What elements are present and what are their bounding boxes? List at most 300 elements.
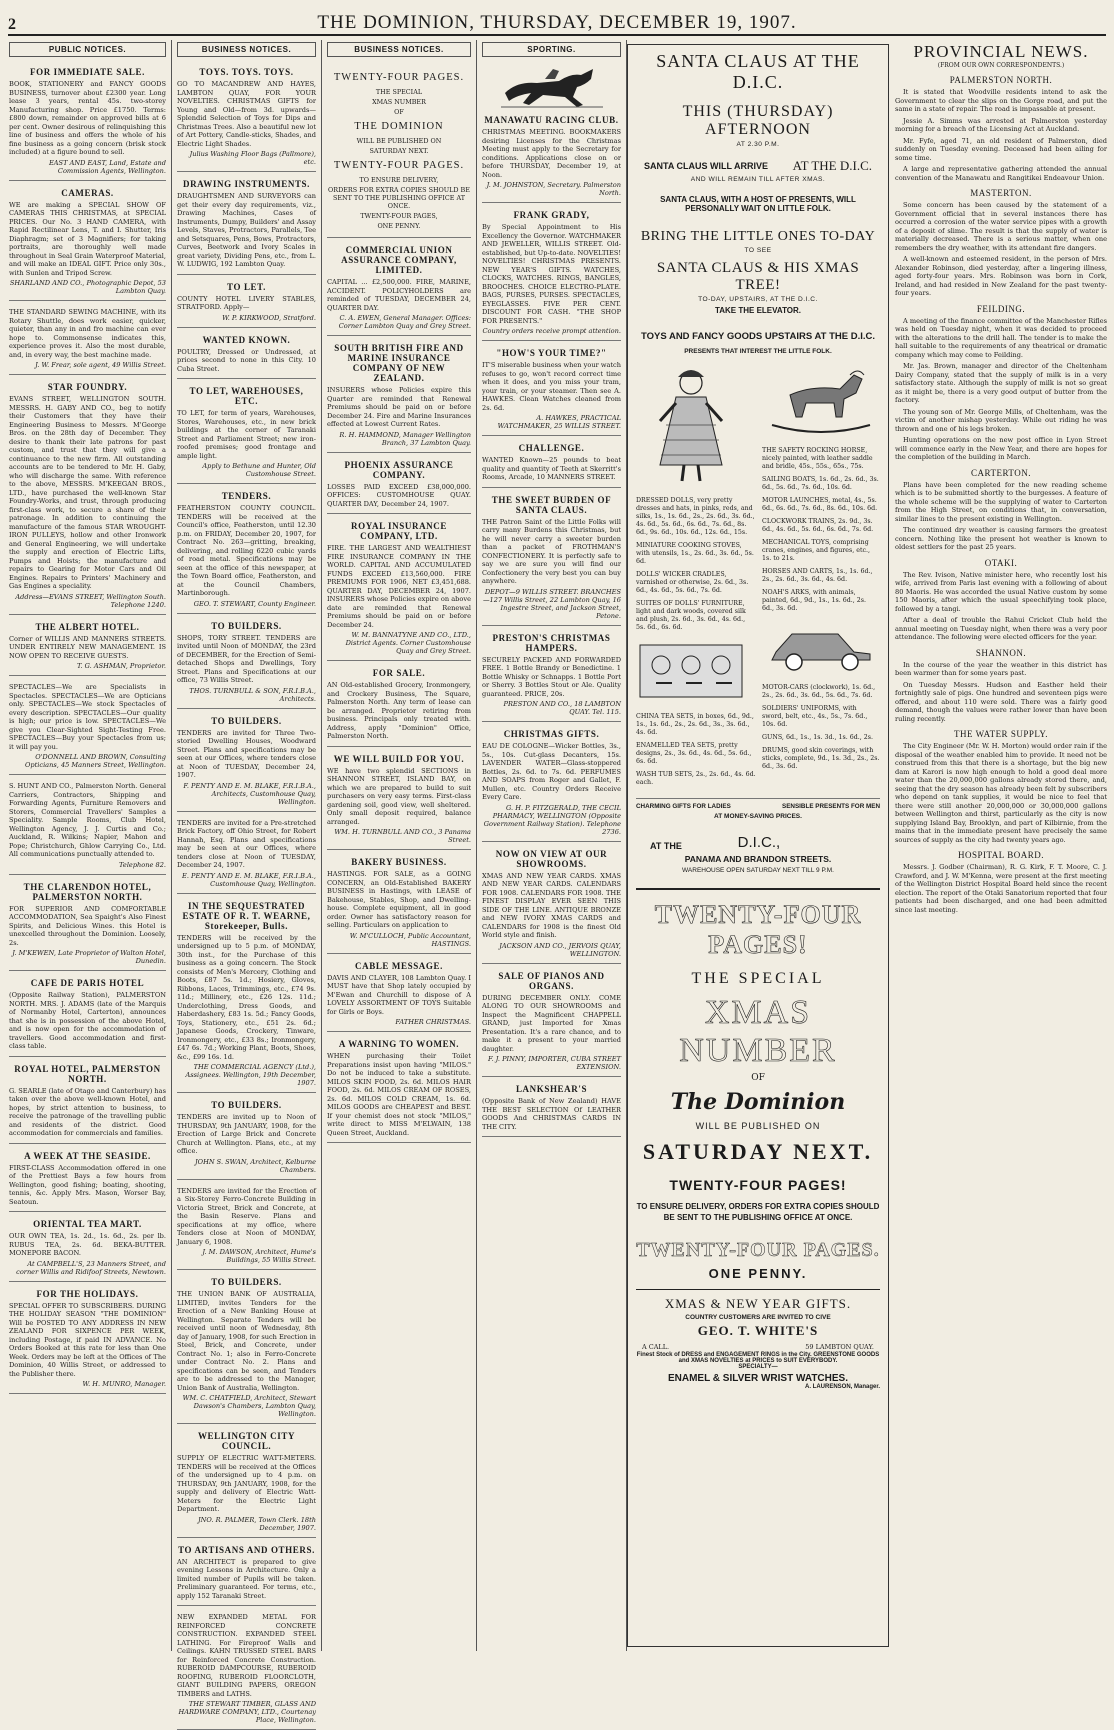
ad-body: SPECTACLES—We are Specialists in Spectacles. SPECTACLES—We are Opticians only. SPECTACLES—We stock Spectacles of every description. SPECTACLES—Our quality is high; our price is low. SPECTACLES—We give you Clear-Sighted Sight-Testing Free. SPECTACLES—Buy your Spectacles from us; it will pay you. — [9, 683, 166, 751]
ad-body: IT'S miserable business when your watch refuses to go, won't record correct time when it does, and you miss your tram, your train, or your steamer. Then see A. HAWKES. Clean Watches cleaned from 2s. 6d. — [482, 361, 621, 412]
ad-title: BAKERY BUSINESS. — [351, 857, 447, 867]
jeweller-address: 59 LAMBTON QUAY. — [805, 1343, 874, 1351]
advertisement — [177, 1427, 316, 1538]
advertisement — [482, 725, 621, 842]
ad-title: TO BUILDERS. — [211, 1277, 282, 1287]
motor-car-illustration — [762, 622, 880, 672]
sporting-column — [477, 40, 627, 1651]
ad-body: G. SEARLE (late of Otago and Canterbury) has taken over the above well-known Hotel, and hopes, by strict attention to business, to receive the patronage of the travelling public and residents of the district. Good accommodation for commercials and families. — [9, 1086, 166, 1137]
page-title: THE DOMINION, THURSDAY, DECEMBER 19, 1907. — [317, 12, 797, 33]
ad-title: TO ARTISANS AND OTHERS. — [178, 1544, 315, 1555]
notice-line: WILL BE PUBLISHED ON — [356, 137, 442, 145]
ad-signature: G. H. P. FITZGERALD, THE CECIL PHARMACY, WELLINGTON (Opposite Government Railway Station). Telephone 2736. — [483, 803, 621, 836]
news-paragraph: On Tuesday Messrs. Hudson and Easther held their fortnightly sale of pigs. One hundred and seventeen pigs were offered, and about 110 were sold. There was a fairly good demand, though the values were rather lower than have been ruling recently. — [895, 680, 1107, 723]
advertisement — [9, 1215, 166, 1282]
column-heading: PUBLIC NOTICES. — [9, 42, 166, 57]
advertisement — [9, 1147, 166, 1213]
advertisement — [482, 439, 621, 488]
ad-signature: W. M. BANNATYNE AND CO., LTD., District Agents. Corner Customhouse Quay and Grey Street. — [345, 631, 471, 655]
ad-body: XMAS AND NEW YEAR CARDS. XMAS AND NEW YEAR CARDS. CALENDARS FOR 1908. CALENDARS FOR 1908. THE FINEST DISPLAY EVER SEEN THIS SIDE OF THE LINE. ANTIQUE BRONZE and NEW IVORY XMAS CARDS and CALENDARS for 1908 is the finest Old World style and finish. — [482, 871, 621, 939]
warehouse-hours: WAREHOUSE OPEN SATURDAY NEXT TILL 9 P.M. — [682, 867, 834, 874]
arrival-row — [644, 158, 872, 174]
news-paragraph: The City Engineer (Mr. W. H. Morton) would order rain if the disposal of the weather enabled him to provide. It need not be construed from this that there is a shortage, but the big new dam at Karori is now high enough to hold a good deal more water than the 20,000,000 gallons already stored there, and, seeing that the dry season has already been felt by subscribers who depend on tank supplies, it would be nice to feel that there were still another 20,000,000 or 30,000,000 gallons between Wellington and thirst, particularly as the city is now supplying Island Bay, Brooklyn, and part of Kilbirnie, from the mains that in the immediate present have precisely the same sources of supply as the city had twenty years ago. — [895, 742, 1107, 844]
news-sections — [895, 75, 1107, 914]
ad-body: Corner of WILLIS AND MANNERS STREETS. UNDER ENTIRELY NEW MANAGEMENT. IS NOW OPEN TO RECEIVE GUESTS. — [9, 634, 166, 660]
men-gifts-label: SENSIBLE PRESENTS FOR MEN — [782, 803, 880, 810]
ad-signature: At CAMPBELL'S, 23 Manners Street, and corner Willis and Ridifoof Streets, Newtown. — [16, 1259, 166, 1276]
santa-headline: SANTA CLAUS AT THE D.I.C. — [656, 51, 860, 92]
advertisement — [327, 664, 471, 747]
town-heading: THE WATER SUPPLY. — [953, 729, 1049, 739]
item-right: MOTOR LAUNCHES, metal, 4s., 5s. 6d., 6s. 6d., 7s. 6d., 8s. 6d., 10s. 6d. — [762, 497, 878, 512]
ad-body: EVANS STREET, WELLINGTON SOUTH. MESSRS. H. GABY AND CO., beg to notify their Customers that they have their Engineering Business to Messrs. M'George Bros. on the 28th day of December. They desire to thank their late patrons for past custom, and trust that they will give a continuance to the new firm. All outstanding accounts are to be tendered to Mr. H. Gaby, who will discharge the same. With reference to the above, MESSRS. M'KEEGAN BROS., LTD., have purchased the well-known Star Foundry-Works, and trust, through producing first-class work, to secure a share of their patronage. In addition to continuing the manufacture of the famous STAR WROUGHT-IRON PULLEYS, hollow and other Ironwork and General Engineering, we will undertake the supply and erection of Electric Lifts, Pumps and Hoists; the manufacture and repairs to Gearing for Motor Cars and Oil Engines. Repairs to Printers' Machinery and Gas Engines a speciality. — [9, 395, 166, 590]
ad-title: TENDERS. — [221, 491, 272, 501]
ad-body: DAVIS AND CLAYER, 108 Lambton Quay. I MUST have that Shop lately occupied by M'Ewan and Churchill to dispose of A LOVELY ASSORTMENT OF TOYS Suitable for Girls or Boys. — [327, 973, 471, 1016]
at-dic-label: AT THE D.I.C. — [792, 158, 872, 173]
remain-line: AND WILL REMAIN TILL AFTER XMAS. — [690, 176, 826, 183]
advertisement — [482, 491, 621, 626]
advertisement — [177, 1609, 316, 1730]
xmas-number-headline: XMAS NUMBER — [679, 994, 837, 1069]
ad-body: GO TO MACANDREW AND HAYES, LAMBTON QUAY, FOR YOUR NOVELTIES. CHRISTMAS GIFTS for Young and Old—from 3d. upwards—Splendid Selection of Toys for Dips and Christmas Trees. Also a beautiful new lot of Art Pottery, Candle-sticks, Shades, and Electric Light Shades. — [177, 80, 316, 148]
afternoon-headline: THIS (THURSDAY) AFTERNOON — [682, 103, 834, 138]
ad-title: DRAWING INSTRUMENTS. — [182, 179, 311, 189]
ad-signature: J. M. DAWSON, Architect, Hume's Buildings, 55 Willis Street. — [202, 1248, 316, 1264]
ad-title: ROYAL HOTEL, PALMERSTON NORTH. — [14, 1063, 161, 1084]
advertisement — [177, 331, 316, 380]
ad-body: FIRST-CLASS Accommodation offered in one of the Prettiest Bays a few hours from Wellington, good fishing; boating, shooting, tennis, &c. Apply Mrs. Mason, Worser Bay, Seatoun. — [9, 1163, 166, 1206]
invite-line: COUNTRY CUSTOMERS ARE INVITED TO CIVE — [685, 1314, 831, 1321]
advertisement — [482, 1080, 621, 1137]
item-right: CLOCKWORK TRAINS, 2s. 9d., 3s. 6d., 4s. 6d., 5s. 6d., 6s. 6d., 7s. 6d. — [762, 518, 874, 533]
page-number: 2 — [8, 16, 16, 33]
advertisement — [9, 618, 166, 677]
manager-signature: A. LAURENSON, Manager. — [804, 1384, 880, 1390]
section-title: PROVINCIAL NEWS. — [913, 42, 1089, 61]
news-paragraph: Messrs. J. Godber (Chairman), R. G. Kirk, F. T. Moore, C. J. Crawford, and J. W. M'Kenna, were present at the first meeting of the Wellington District Hospital Board held since the recent election. The report of the Otaki Sanatorium reported that four patients had been discharged, and one had been admitted since last meeting. — [895, 863, 1107, 914]
ad-body: AN ARCHITECT is prepared to give evening Lessons in Architecture. Only a limited number of Pupils will be taken. Preliminary guaranteed. For terms, etc., apply 152 Taranaki Street. — [177, 1557, 316, 1600]
notice-line: XMAS NUMBER — [372, 98, 426, 106]
ad-signature: THE STEWART TIMBER, GLASS AND HARDWARE COMPANY, LTD., Courtenay Place, Wellington. — [178, 1700, 316, 1724]
news-paragraph: Hunting operations on the new post office in Lyon Street will commence early in the New Year, and there are hopes for the completion of the building in March. — [895, 436, 1107, 461]
ad-body: WHEN purchasing their Toilet Preparations insist upon having "MILOS." Do not be induced to take a substitute. MILOS SKIN FOOD, 2s. 6d. MILOS HAIR FOOD, 2s. 6d. MILOS CREAM OF ROSES, 2s. 6d. MILOS COLD CREAM, 1s. 6d. MILOS GOODS are CHEAPEST and BEST. If your chemist does not stock "MILOS," write direct to MISS M'ELWAIN, 138 Queen Street, Auckland. — [327, 1052, 471, 1137]
ad-signature: W. M'CULLOCH, Public Accountant, HASTINGS. — [349, 931, 471, 948]
ad-body: POULTRY, Dressed or Undressed, at prices second to none in this City. 10 Cuba Street. — [177, 347, 316, 373]
notice-line: TO ENSURE DELIVERY, — [359, 176, 439, 184]
ad-signature: EAST AND EAST, Land, Estate and Commission Agents, Wellington. — [48, 158, 166, 175]
item-right: SOLDIERS' UNIFORMS, with sword, belt, etc., 4s., 5s., 7s. 6d., 10s. 6d. — [762, 705, 868, 728]
provincial-news-column — [890, 40, 1112, 1651]
advertisement — [177, 278, 316, 328]
advertisement — [327, 750, 471, 851]
news-section — [895, 75, 1107, 182]
news-paragraph: Mr. Jas. Brown, manager and director of the Cheltenham Dairy Company, stated that the supply of milk is in a very satisfactory state. Although the supply of milk is not so great as it might be, there is a very good output of butter from the factory. — [895, 362, 1107, 404]
to-see-line: TO SEE — [744, 247, 772, 254]
tea-set-illustration — [636, 641, 746, 701]
ad-title: STAR FOUNDRY. — [47, 382, 128, 392]
ad-title: WELLINGTON CITY COUNCIL. — [197, 1431, 296, 1451]
news-paragraph: Some concern has been caused by the statement of a Government official that in several instances there has occurred a corrosion of the water service pipes with a growth of a deposit of slime. The result is that the supply of water is materially decreased. There is a serious matter, when one remembers the dry weather, with its attendant fire dangers. — [895, 201, 1107, 252]
stock-description: Finest Stock of DRESS and ENGAGEMENT RINGS in the City. GREENSTONE GOODS and XMAS NOVELTIES at PRICES to SUIT EVERYBODY. — [636, 1352, 880, 1364]
special-xmas-notice — [327, 63, 471, 238]
ad-title: A WARNING TO WOMEN. — [338, 1039, 460, 1049]
news-section — [895, 468, 1107, 552]
ad-signature: E. PENTY AND E. M. BLAKE, F.R.I.B.A., Customhouse Quay, Wellington. — [182, 871, 316, 888]
advertisement — [177, 897, 316, 1094]
at-the-label: AT THE — [650, 841, 682, 851]
ad-body: TENDERS are invited for Three Two-storied Dwelling Houses, Woodward Street. Plans and specifications may be seen at our Offices, where tenders close at Noon of TUESDAY, December 24, 1907. — [177, 728, 316, 779]
ad-title: TO BUILDERS. — [211, 620, 282, 631]
ad-title: TO BUILDERS. — [211, 1100, 282, 1110]
dominion-logo: The Dominion — [670, 1089, 846, 1115]
ad-title: COMMERCIAL UNION ASSURANCE COMPANY, LIMITED. — [341, 245, 457, 275]
elevator-line: TAKE THE ELEVATOR. — [714, 306, 802, 315]
advertisement — [482, 967, 621, 1078]
ad-body: By Special Appointment to His Excellency the Governor. WATCHMAKER AND JEWELLER, WILLIS STREET. Old-established, but Up-to-date. NOVELTIES! NOVELTIES! CHRISTMAS PRESENTS. NEW YEAR'S GIFTS. WATCHES, CLOCKS, WATCHES. RINGS, BANGLES, BROOCHES. CHOICE ELECTRO-PLATE. BAGS, PURSES, PURSES. SPECTACLES, EYEGLASSES. FIVE PER CENT. DISCOUNT FOR CASH. "THE SHOP FOR PRESENTS." — [482, 223, 621, 325]
item-right: HORSES AND CARTS, 1s., 1s. 6d., 2s., 2s. 6d., 3s. 6d., 4s. 6d. — [762, 568, 873, 583]
ad-title: CAFE DE PARIS HOTEL — [30, 978, 145, 988]
ad-list — [482, 111, 621, 1137]
ad-title: FOR THE HOLIDAYS. — [36, 1288, 139, 1299]
advertisement — [177, 1541, 316, 1607]
ad-title: THE SWEET BURDEN OF SANTA CLAUS. — [491, 494, 612, 515]
santa-arrive-label: SANTA CLAUS WILL ARRIVE — [644, 161, 768, 171]
item-left: WASH TUB SETS, 2s., 2s. 6d., 4s. 6d. each. — [636, 771, 756, 786]
advertisement — [177, 487, 316, 614]
ad-title: THE CLARENDON HOTEL, PALMERSTON NORTH. — [23, 881, 152, 902]
money-saving-line: AT MONEY-SAVING PRICES. — [714, 813, 802, 820]
ad-title: ROYAL INSURANCE COMPANY, LTD. — [351, 521, 447, 541]
column-heading: BUSINESS NOTICES. — [327, 42, 471, 57]
ad-body: (Opposite Bank of New Zealand) HAVE THE BEST SELECTION Of LEATHER GOODS And CHRISTMAS CARDS IN THE CITY. — [482, 1097, 621, 1131]
twenty-four-pages-line: TWENTY-FOUR PAGES! — [669, 1177, 847, 1193]
ad-title: PHOENIX ASSURANCE COMPANY. — [344, 459, 454, 480]
ad-body: TO LET, for term of years, Warehouses, Stores, Warehouses, etc., in new brick buildings at the corner of Taranaki Street and Parliament Street; new iron-roofed premises; good frontage and ample light. — [177, 409, 316, 460]
advertisement — [177, 175, 316, 275]
notice-line: OF — [394, 108, 404, 116]
business-notices-column — [172, 40, 322, 1724]
ad-signature: A. HAWKES, PRACTICAL WATCHMAKER, 25 WILLIS STREET. — [497, 414, 621, 430]
ad-title: MANAWATU RACING CLUB. — [484, 115, 619, 125]
ad-body: INSURERS whose Policies expire this Quarter are reminded that Renewal Premiums should be paid on or before December 24. Fire and Marine Insurances effected at Lowest Current Rates. — [327, 386, 471, 428]
ad-body: DRAUGHTSMEN AND SURVEYORS can get their every day requirements, viz., Drawing Machines, Cases of Instruments, Dumpy, Builders' and Assay Levels, Staves, Protractors, Parallels, Tee and Setsquares, Pens, Bows, Protractors, Curves, Beetwork and Ivory Scales in great variety, Dividing Pens, etc., from L. W. LUDWIG, 192 Lambton Quay. — [177, 192, 316, 268]
advertisement — [9, 184, 166, 302]
ad-signature: WM. C. CHATFIELD, Architect, Stewart Dawson's Chambers, Lambton Quay, Wellington. — [182, 1394, 316, 1418]
ad-title: ORIENTAL TEA MART. — [33, 1219, 142, 1229]
ad-body: WE are making a SPECIAL SHOW OF CAMERAS THIS CHRISTMAS, at SPECIAL PRICES. Our No. 3 HAND CAMERA, with Rapid Rectilinear Lens, T. and I. Shutter, Iris Diaphragm; set of 3 Magnifiers; for taking portraits, are thoroughly well made throughout in Seal Grain Waterproof Material, and will make an IDEAL GIFT. Price only 30s., with Sunlen and Tripod Screw. — [9, 200, 166, 277]
item-left: CHINA TEA SETS, in boxes, 6d., 9d., 1s., 1s. 6d., 2s., 2s. 6d., 3s., 3s. 6d., 4s. 6d. — [636, 713, 754, 736]
ad-signature: F. PENTY AND E. M. BLAKE, F.R.I.B.A., Architects, Customhouse Quay, Wellington. — [183, 781, 316, 806]
news-section — [895, 188, 1107, 298]
news-paragraph: The Rev. Ivison, Native minister here, who recently lost his wife, arrived from Paris last evening with a following of about 80 Maoris. He was accorded the usual Native custom by some 150 Maoris, after which the usual speechifying took place, followed by a tangi. — [895, 570, 1107, 613]
ad-title: WE WILL BUILD FOR YOU. — [333, 753, 465, 764]
the-special-line: THE SPECIAL — [691, 970, 825, 987]
ad-title: THE ALBERT HOTEL. — [35, 621, 140, 632]
advertisement — [9, 1285, 166, 1395]
white-jeweller-advert — [636, 1289, 880, 1390]
ad-body: AN Old-established Grocery, Ironmongery, and Crockery Business, The Square, Palmerston North. Any term of lease can be arranged. Proprietor retiring from business. Principals only treated with. Address, apply "Dominion" Office, Palmerston North. — [327, 681, 471, 740]
advertisement — [177, 1273, 316, 1424]
item-right: SAILING BOATS, 1s. 6d., 2s. 6d., 3s. 6d., 5s. 6d., 7s. 6d., 10s. 6d. — [762, 476, 879, 491]
news-paragraph: The continued dry weather is causing farmers the greatest concern. Nothing like the present hot weather is known to oldest settlers for the past 25 years. — [895, 526, 1107, 551]
ad-title: CHALLENGE. — [518, 443, 585, 453]
ad-signature: W. P. KIRKWOOD, Stratford. — [222, 313, 316, 322]
ad-body: CAPITAL ... £2,500,000. FIRE, MARINE, ACCIDENT. POLICYHOLDERS are reminded of TUESDAY, DECEMBER 24, QUARTER DAY. — [327, 278, 471, 312]
ad-signature: JACKSON AND CO., JERVOIS QUAY, WELLINGTON. — [499, 941, 621, 958]
ad-title: CHRISTMAS GIFTS. — [503, 729, 600, 739]
ad-body: DURING DECEMBER ONLY. COME ALONG TO OUR SHOWROOMS and Inspect the Magnificent CHAPPELL GRAND, just Imported for Xmas Presentation. It's a rare chance, and to make it a present to your married daughter. — [482, 993, 621, 1053]
news-section — [895, 558, 1107, 642]
ad-body: WE have two splendid SECTIONS in SHANNON STREET, ISLAND BAY, on which we are prepared to build to suit purchasers on very easy terms. First-class gardening soil, good view, well sheltered. Only small deposit required, balance arranged. — [327, 766, 471, 826]
saturday-next-headline: SATURDAY NEXT. — [642, 1139, 874, 1164]
host-line: SANTA CLAUS, WITH A HOST OF PRESENTS, WILL PERSONALLY WAIT ON LITTLE FOLK. — [660, 195, 856, 213]
ad-list — [9, 63, 166, 1394]
advertisement — [9, 63, 166, 181]
ad-body: OUR OWN TEA, 1s. 2d., 1s. 6d., 2s. per lb. RUBUS TEA, 2s. 6d. BEKA-BUTTER. MONEPORE BACON. — [9, 1232, 166, 1257]
ad-title: IN THE SEQUESTRATED ESTATE OF R. T. WEARNE, Storekeeper, Bulls. — [182, 900, 311, 931]
advertisement — [177, 63, 316, 172]
news-section — [895, 729, 1107, 844]
item-right: MOTOR-CARS (clockwork), 1s. 6d., 2s., 2s. 6d., 3s. 6d., 5s. 6d., 7s. 6d. — [762, 684, 876, 699]
presents-line: PRESENTS THAT INTEREST THE LITTLE FOLK. — [684, 348, 832, 355]
column-heading: BUSINESS NOTICES. — [177, 42, 316, 57]
ad-signature: Telephone 82. — [119, 860, 166, 869]
advertisement — [9, 878, 166, 972]
notice-line: ORDERS FOR EXTRA COPIES SHOULD BE SENT TO THE PUBLISHING OFFICE AT ONCE. — [328, 186, 470, 210]
masthead — [8, 4, 1106, 36]
xmas-tree-headline: SANTA CLAUS & HIS XMAS TREE! — [656, 260, 860, 293]
ad-list — [177, 63, 316, 1730]
ad-signature: JOHN S. SWAN, Architect, Kelburne Chambers. — [195, 1157, 316, 1174]
toys-headline: TOYS AND FANCY GOODS UPSTAIRS AT THE D.I.C. — [640, 331, 875, 342]
news-paragraph: Plans have been completed for the new reading scheme which is to be submitted shortly to the burgesses. A feature of the whole scheme will be the supplying of water to Carterton from the High Street, on conditions that, in conversation, similar lines to the present existing in Wellington. — [895, 480, 1107, 523]
item-left: ENAMELLED TEA SETS, pretty designs, 2s., 3s. 6d., 4s. 6d., 5s. 6d., 6s. 6d. — [636, 742, 752, 765]
section-subtitle: (FROM OUR OWN CORRESPONDENTS.) — [937, 62, 1065, 69]
address-line: PANAMA AND BRANDON STREETS. — [684, 854, 832, 864]
ad-title: SALE OF PIANOS AND ORGANS. — [498, 970, 605, 991]
news-paragraph: Jessie A. Simms was arrested at Palmerston yesterday morning for a breach of the Licensing Act at Auckland. — [895, 116, 1107, 133]
ad-body: S. HUNT AND CO., Palmerston North. General Carriers, Contractors, Shipping and Forwarding Agents, Furniture Removers and Storers, Commercial Travellers' Samples a Speciality. Sample Rooms, Club Hotel, Wellington Agency, J. J. Curtis and Co.; Auckland, R. Wilkins; Napier, Mahon and Pope; Christchurch, Ghlow Carrying Co., Ltd. All communications punctually attended to. — [9, 782, 166, 858]
news-section — [895, 850, 1107, 914]
advertisement — [177, 712, 316, 812]
at-dic-row — [650, 834, 866, 851]
item-left: MINIATURE COOKING STOVES, with utensils, 1s., 2s. 6d., 3s. 6d., 5s. 6d. — [636, 542, 754, 565]
ad-signature: W. H. MUNRO, Manager. — [82, 1380, 166, 1388]
ad-body: COUNTY HOTEL LIVERY STABLES, STRATFORD. Apply— — [177, 294, 316, 311]
xmas-number-advert — [636, 888, 880, 1281]
item-right: MECHANICAL TOYS, comprising cranes, engines, and figures, etc., 1s. to 21s. — [762, 539, 871, 562]
advertisement — [327, 241, 471, 336]
ad-body: SPECIAL OFFER TO SUBSCRIBERS. DURING THE HOLIDAY SEASON "THE DOMINION" Will be POSTED TO ANY ADDRESS IN NEW ZEALAND FOR SIXPENCE PER WEEK, including Postage, if paid IN ADVANCE. No Orders Booked at this rate for less than One Week. Orders may be left at the Offices of The Dominion, 40 Willis Street, or addressed to the Publisher there. — [9, 1301, 166, 1378]
toy-listing — [636, 361, 880, 792]
ad-signature: J. W. Frear, sole agent, 49 Willis Street. — [35, 361, 166, 369]
time-line: AT 2.30 P.M. — [736, 141, 780, 148]
ad-title: FOR SALE. — [372, 668, 426, 678]
town-heading: OTAKI. — [984, 557, 1018, 568]
ad-title: FRANK GRADY, — [513, 210, 590, 220]
ad-title: "HOW'S YOUR TIME?" — [496, 348, 607, 358]
advertisement — [9, 679, 166, 775]
news-paragraph: In the course of the year the weather in this district has been warmer than for some years past. — [895, 660, 1107, 677]
town-heading: HOSPITAL BOARD. — [958, 850, 1044, 860]
item-left: DOLLS' WICKER CRADLES, varnished or otherwise, 2s. 6d., 3s. 6d., 4s. 6d., 5s. 6d., 7s. 6d. — [636, 571, 749, 594]
ad-title: TO BUILDERS. — [211, 715, 282, 726]
notice-line: THE DOMINION — [354, 121, 444, 132]
ad-signature: C. A. EWEN, General Manager. Offices: Corner Lambton Quay and Grey Street. — [338, 314, 471, 330]
ad-body: THE Patron Saint of the Little Folks will carry many Burdens this Christmas, but he will never carry a sweeter burden than a packet of FROTHMAN'S CONFECTIONERY. It is perfectly safe to say we are sure you will find our Confectionery the very best you can buy anywhere. — [482, 517, 621, 585]
ad-signature: J. M. JOHNSTON, Secretary. Palmerston North. — [486, 181, 621, 197]
ad-body: EAU DE COLOGNE—Wicker Bottles, 3s., 5s., 10s. Cut-glass Decanters, 15s. LAVENDER WATER—Glass-stoppered Bottles, 2s. 6d. to 7s. 6d. PERFUMES AND SOAPS from Roger and Gallet, F. Mullen, etc. Country Orders Receive Every Care. — [482, 742, 621, 801]
ad-signature: Address—EVANS STREET, Wellington South. Telephone 1240. — [15, 592, 166, 609]
news-paragraph: It is stated that Woodville residents intend to ask the Government to clear the slips on the Gorge road, and put the same in a state of repair. The road is impassable at present. — [895, 88, 1107, 113]
town-heading: CARTERTON. — [970, 467, 1031, 478]
ad-body: WANTED Known—25 pounds to beat quality and quantity of Teeth at Skerritt's Rooms, Arcade, 10 MANNERS STREET. — [482, 456, 621, 481]
item-right: DRUMS, good skin coverings, with sticks, complete, 9d., 1s. 3d., 2s., 2s. 6d., 3s. 6d. — [762, 747, 880, 770]
ad-title: NOW ON VIEW AT OUR SHOWROOMS. — [495, 848, 608, 869]
notice-line: TWENTY-FOUR PAGES. — [333, 160, 465, 171]
ad-signature: R. H. HAMMOND, Manager Wellington Branch, 37 Lambton Quay. — [339, 430, 471, 447]
notice-line: TWENTY-FOUR PAGES. — [333, 72, 465, 83]
item-right: THE SAFETY ROCKING HORSE, nicely painted, with leather saddle and bridle, 45s., 55s., 65s., 75s. — [762, 447, 873, 470]
ad-title: FOR IMMEDIATE SALE. — [30, 67, 145, 77]
racehorse-illustration — [497, 63, 607, 109]
advertisement — [9, 304, 166, 375]
toy-listing-left — [636, 361, 756, 792]
advertisement — [327, 339, 471, 453]
ad-body: SUPPLY OF ELECTRIC WATT-METERS. TENDERS will be received at the Offices of the undersigned up to 4 p.m. on THURSDAY, 9th JANUARY, 1908, for the supply and delivery of Electric Watt-Meters for the Electric Light Department. — [177, 1454, 316, 1513]
news-paragraph: The young son of Mr. George Mills, of Cheltenham, was the victim of another mishap yesterday. While out riding he was thrown and one of his legs broken. — [895, 407, 1107, 433]
ad-body: FOR SUPERIOR AND COMFORTABLE ACCOMMODATION, Sea Spaight's Also Finest Spirits, and Delicious Wines. this Hotel is unexcelled throughout the Dominion. Loosely, 2s. — [9, 904, 166, 947]
ad-body: LOSSES PAID EXCEED £38,000,000. OFFICES: CUSTOMHOUSE QUAY. QUARTER DAY, December 24, 1907. — [327, 482, 471, 508]
ad-signature: THE COMMERCIAL AGENCY (Ltd.), Assignees. Wellington, 19th December, 1907. — [185, 1063, 316, 1087]
ad-signature: SHARLAND AND CO., Photographic Depot, 53 Lambton Quay. — [9, 279, 166, 295]
ad-body: THE UNION BANK OF AUSTRALIA, LIMITED, invites Tenders for the Erection of a New Banking House at Wellington. Separate Tenders will be received until noon of Wednesday, 8th day of January, 1908, for such Erection in Steel, Brick, and Concrete, under Contract No. 1; also in Ferro-Concrete under Contract No. 2. Plans and specifications can be seen, and Tenders are to be addressed to the Manager, Union Bank of Australia, Wellington. — [177, 1290, 316, 1392]
town-heading: MASTERTON. — [970, 188, 1032, 198]
town-heading: PALMERSTON NORTH. — [949, 75, 1053, 85]
notice-line: SATURDAY NEXT. — [369, 147, 429, 155]
ad-title: PRESTON'S CHRISTMAS HAMPERS. — [492, 632, 611, 653]
ad-signature: GEO. T. STEWART, County Engineer. — [193, 599, 316, 608]
ad-title: TO LET, WAREHOUSES, ETC. — [189, 386, 304, 406]
ad-title: SOUTH BRITISH FIRE AND MARINE INSURANCE COMPANY OF NEW ZEALAND. — [334, 343, 464, 383]
ad-signature: PRESTON AND CO., 18 LAMBTON QUAY. Tel. 115. — [503, 700, 621, 716]
rocking-horse-illustration — [762, 365, 880, 435]
ad-body: THE STANDARD SEWING MACHINE, with its Rotary Shuttle, does work easier, quicker, quieter, than any in and fro machine can ever hope to. Commonsense indicates this, experience proves it. Also the most durable, and, in every way, the best machine made. — [9, 308, 166, 359]
ad-title: WANTED KNOWN. — [202, 334, 291, 345]
ad-body: FIRE. THE LARGEST AND WEALTHIEST FIRE INSURANCE COMPANY IN THE WORLD. CAPITAL AND ACCUMULATED FUNDS EXCEED £13,560,000. FIRE PREMIUMS FOR 1906, NET £3,451,688. QUARTER DAY, DECEMBER 24, 1907. INSURERS whose Policies expire on above date are reminded that Renewal Premiums should be paid on or before December 24. — [327, 544, 471, 629]
advertisement — [327, 957, 471, 1033]
ad-body: TENDERS are invited up to Noon of THURSDAY, 9th JANUARY, 1908, for the Erection of Large Brick and Concrete Church at Wellington. Plans, etc., at my office. — [177, 1113, 316, 1155]
advertisement — [482, 344, 621, 436]
item-left: SUITES OF DOLLS' FURNITURE, light and dark woods, covered silk and plush, 2s. 6d., 3s. 6d., 4s. 6d., 5s. 6d., 6s. 6d. — [636, 600, 746, 631]
specialty-label: SPECIALTY— — [738, 1364, 778, 1370]
item-right: GUNS, 6d., 1s., 1s. 3d., 1s. 6d., 2s. — [762, 734, 874, 741]
ad-signature: FATHER CHRISTMAS. — [395, 1018, 471, 1026]
notice-line: ONE PENNY. — [377, 222, 421, 230]
ad-title: LANKSHEAR'S — [515, 1084, 588, 1094]
ad-signature: DEPOT—9 WILLIS STREET. BRANCHES—127 Willis Street, 22 Lambton Quay, 16 Ingestre Street, and Jackson Street, Petone. — [482, 587, 621, 620]
ad-body: SECURELY PACKED AND FORWARDED FREE. 1 Bottle Brandy or Benedictine. 1 Bottle Whisky or Schnapps. 1 Bottle Port or Sherry. 3 Bottles Stout or Ale. Quality guaranteed. PRICE, 20s. — [482, 655, 621, 698]
advertisement — [9, 974, 166, 1057]
ad-body: BOOK, STATIONERY and FANCY GOODS BUSINESS, turnover about £2300 year. Long lease 3 years, rental 45s. two-storey Manufacturing shop. Price £1750. Terms: £800 down, remainder on approved bills at 6 per cent. Owner desirous of relinquishing this line of business and offers the whole of his fine business as a going concern (brisk stock included) at a figure bound to sell. — [9, 80, 166, 156]
ad-body: TENDERS are invited for the Erection of a Six-Storey Ferro-Concrete Building in Victoria Street, Brick and Concrete, at the Basin Reserve. Plans and specifications at my office, where Tenders close at Noon of MONDAY, January 6, 1908. — [177, 1186, 316, 1246]
ad-signature: Country orders receive prompt attention. — [482, 327, 621, 335]
town-heading: FEILDING. — [976, 303, 1026, 314]
ad-title: TO LET. — [227, 281, 266, 292]
advertisement — [327, 456, 471, 515]
news-paragraph: A large and representative gathering attended the annual convention of the Manawatu and Rangitikei Endeavour Union. — [895, 165, 1107, 182]
gifts-headline: XMAS & NEW YEAR GIFTS. — [664, 1296, 852, 1311]
price-line: ONE PENNY. — [708, 1266, 808, 1281]
advertisement — [177, 815, 316, 894]
today-line: TO-DAY, UPSTAIRS, AT THE D.I.C. — [698, 296, 818, 303]
news-section — [895, 648, 1107, 724]
advertisement — [482, 111, 621, 203]
ad-body: TENDERS will be received by the undersigned up to 5 p.m. of MONDAY, 30th inst., for the Purchase of this business as a going concern. The Stock consists of Men's Mercery, Clothing and Boots, £87 5s. 1d.; Hosiery, Gloves, Ribbons, Laces, Trimmings, etc., £74 9s. 11d.; Millinery, etc., £26 12s. 11d.; Underclothing, Dress Goods, and Haberdashery, £83 1s. 5d.; Fancy Goods, Toys, Stationery, etc., £51 2s. 6d.; Japanese Goods, Crockery, Tinware, Ironmongery, etc., £33 8s.; Ironmongery, £47 6s. 7d.; Working Plant, Boots, Shoes, &c., £99 16s. 1d. — [177, 933, 316, 1061]
advertisement — [9, 778, 166, 875]
advertisement — [9, 1060, 166, 1144]
twenty-four-pages-headline: TWENTY-FOUR PAGES! — [654, 900, 862, 959]
doll-illustration — [636, 365, 746, 485]
ad-title: CABLE MESSAGE. — [355, 960, 443, 971]
advertisement — [327, 1035, 471, 1143]
ad-signature: THOS. TURNBULL & SON, F.R.I.B.A., Architects. — [189, 686, 316, 703]
ad-signature: F. J. PINNY, IMPORTER, CUBA STREET EXTENSION. — [488, 1055, 621, 1071]
ad-signature: J. M'KEWEN, Late Proprietor of Walton Hotel, Dunedin. — [12, 949, 166, 965]
news-section — [895, 304, 1107, 462]
ad-body: HASTINGS. FOR SALE, as a GOING CONCERN, an Old-Established BAKERY BUSINESS in Hastings, with LEASE of Bakehouse, Stables, Shop, and Dwelling-house. Complete equipment, all in good order. Owner has satisfactory reason for selling. Particulars on application to — [327, 870, 471, 929]
item-right: NOAH'S ARKS, with animals, painted, 6d., 9d., 1s., 1s. 6d., 2s. 6d., 3s. 6d. — [762, 589, 866, 612]
advertisement — [177, 1096, 316, 1180]
item-left: DRESSED DOLLS, very pretty dresses and hats, in pinks, reds, and silks, 1s., 1s. 6d., 2s., 2s. 6d., 3s. 6d., 4s. 6d., 5s. 6d., 6s. 6d., 7s. 6d., 8s. 6d., 9s. 6d., 10s. 6d., 12s. 6d., 15s. — [636, 497, 755, 536]
town-heading: SHANNON. — [975, 647, 1027, 658]
business-notices-column-2 — [322, 40, 477, 1651]
advertisement — [177, 382, 316, 484]
ad-body: SHOPS, TORY STREET. TENDERS are invited until Noon of MONDAY, the 23rd of DECEMBER, for the Erection of Semi-detached Shops and Dwellings, Tory Street. Plans and Specifications at our office, 73 Willis Street. — [177, 633, 316, 684]
dic-advertisement — [627, 44, 889, 1647]
advertisement — [9, 378, 166, 615]
ad-body: TENDERS are invited for a Pre-stretched Brick Factory, off Ohio Street, for Robert Hannah, Esq. Plans and specifications may be seen at our Offices, where tenders close at Noon of TUESDAY, December 24, 1907. — [177, 818, 316, 869]
advertisement — [177, 1183, 316, 1271]
ad-title: CAMERAS. — [61, 187, 114, 198]
ad-signature: Julius Washing Floor Bags (Pallmore), etc. — [189, 150, 316, 166]
ladies-gifts-label: CHARMING GIFTS FOR LADIES — [636, 803, 731, 810]
ad-body: CHRISTMAS MEETING. BOOKMAKERS desiring Licenses for the Christmas Meeting must apply to the Secretary for conditions. Applications close on or before THURSDAY, December 19, at Noon. — [482, 128, 621, 179]
jeweller-name: GEO. T. WHITE'S — [697, 1323, 819, 1338]
ad-body: NEW EXPANDED METAL FOR REINFORCED CONCRETE CONSTRUCTION. EXPANDED STEEL LATHING. For Fireproof Walls and Ceilings. KAHN TRUSSED STEEL BARS for Reinforced Concrete Construction. RUBEROID DAMPCOURSE, RUBEROID ROOFING, RUBEROID FLOORCLOTH, GIANT BUILDING PAPERS, OREGON TIMBERS and LATHS. — [177, 1613, 316, 1698]
news-paragraph: A well-known and esteemed resident, in the person of Mrs. Alexander Robinson, died yesterday, after a lingering illness, aged forty-four years. Mrs. Robinson was born in Cork, Ireland, and had resided in New Zealand for the past twenty-four years. — [895, 255, 1107, 297]
news-paragraph: A meeting of the finance committee of the Manchester Rifles was held on Tuesday night, when it was decided to proceed with the alterations to the drill hall. The tender is to make the hall suitable to the requirements of any theatrical or dramatic company which may come to Feilding. — [895, 316, 1107, 359]
notice-line: TWENTY-FOUR PAGES, — [360, 212, 438, 220]
call-label: A CALL. — [642, 1343, 670, 1351]
twenty-four-pages-footer: TWENTY-FOUR PAGES. — [636, 1239, 880, 1261]
bring-headline: BRING THE LITTLE ONES TO-DAY — [640, 229, 876, 244]
ad-title: A WEEK AT THE SEASIDE. — [24, 1150, 151, 1161]
ad-signature: Apply to Bethune and Hunter, Old Customhouse Street. — [202, 462, 316, 478]
notice-line: THE SPECIAL — [375, 88, 423, 96]
gifts-row — [636, 798, 880, 810]
watches-headline: ENAMEL & SILVER WRIST WATCHES. — [667, 1373, 848, 1384]
dic-label: D.I.C., — [737, 834, 781, 851]
ad-signature: T. G. ASHMAN, Proprietor. — [76, 662, 166, 670]
public-notices-column — [4, 40, 172, 1651]
published-line: WILL BE PUBLISHED ON — [695, 1121, 821, 1131]
ensure-delivery-line: TO ENSURE DELIVERY, ORDERS FOR EXTRA COPIES SHOULD BE SENT TO THE PUBLISHING OFFICE AT ONCE. — [636, 1202, 880, 1222]
of-line: OF — [751, 1073, 765, 1083]
call-row — [642, 1343, 874, 1351]
news-paragraph: Mr. Fyfe, aged 71, an old resident of Palmerston, died suddenly on Tuesday evening. Deceased had been ailing for some time. — [895, 136, 1107, 162]
advertisement — [327, 853, 471, 954]
